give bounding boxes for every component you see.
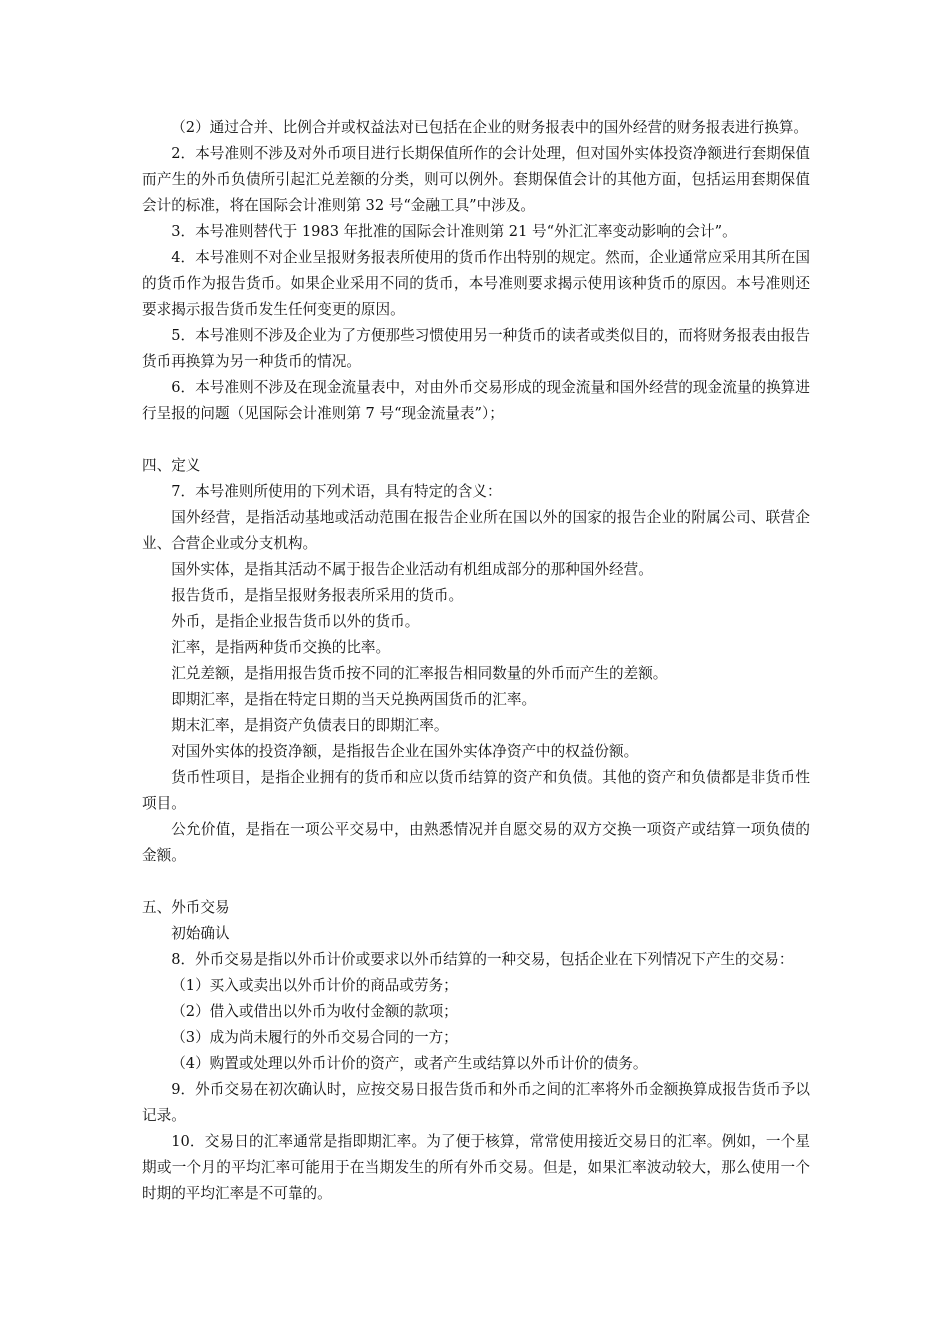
definition-fair-value: 公允价值，是指在一项公平交易中，由熟悉情况并自愿交易的双方交换一项资产或结算一项负债的金额。 [142, 821, 810, 864]
list-item: （1）买入或卖出以外币计价的商品或劳务； [171, 977, 458, 994]
section-spacer [142, 869, 810, 895]
definition-exchange-difference: 汇兑差额，是指用报告货币按不同的汇率报告相同数量的外币而产生的差额。 [171, 665, 668, 682]
paragraph-9: 9．外币交易在初次确认时，应按交易日报告货币和外币之间的汇率将外币金额换算成报告货币予以记录。 [142, 1081, 810, 1124]
paragraph-10: 10．交易日的汇率通常是指即期汇率。为了便于核算，常常使用接近交易日的汇率。例如，一个星期或一个月的平均汇率可能用于在当期发生的所有外币交易。但是，如果汇率波动较大，那么使用一个时期的平均汇率是不可靠的。 [142, 1133, 810, 1202]
definition-closing-rate: 期末汇率，是捐资产负债表日的即期汇率。 [171, 717, 449, 734]
paragraph-6: 6．本号准则不涉及在现金流量表中，对由外币交易形成的现金流量和国外经营的现金流量的换算进行呈报的问题（见国际会计准则第 7 号“现金流量表”）； [142, 379, 810, 422]
section-heading-definitions: 四、定义 [142, 457, 201, 474]
section-heading-transactions: 五、外币交易 [142, 899, 230, 916]
paragraph-4: 4．本号准则不对企业呈报财务报表所使用的货币作出特别的规定。然而，企业通常应采用其所在国的货币作为报告货币。如果企业采用不同的货币，本号准则要求揭示使用该种货币的原因。本号准则还要求揭示报告货币发生任何变更的原因。 [142, 249, 810, 318]
definition-net-investment: 对国外实体的投资净额，是指报告企业在国外实体净资产中的权益份额。 [171, 743, 639, 760]
list-item: （2）借入或借出以外币为收付金额的款项； [171, 1003, 458, 1020]
definition-reporting-currency: 报告货币，是指呈报财务报表所采用的货币。 [171, 587, 464, 604]
section-spacer [142, 427, 810, 453]
definition-foreign-entity: 国外实体，是指其活动不属于报告企业活动有机组成部分的那种国外经营。 [171, 561, 653, 578]
list-item: （4）购置或处理以外币计价的资产，或者产生或结算以外币计价的债务。 [171, 1055, 648, 1072]
document-page [142, 115, 810, 1207]
definition-exchange-rate: 汇率，是指两种货币交换的比率。 [171, 639, 391, 656]
definition-foreign-operation: 国外经营，是指活动基地或活动范围在报告企业所在国以外的国家的报告企业的附属公司、联营企业、合营企业或分支机构。 [142, 509, 810, 552]
paragraph-8: 8．外币交易是指以外币计价或要求以外币结算的一种交易，包括企业在下列情况下产生的交易： [171, 951, 794, 968]
definition-monetary-items: 货币性项目，是指企业拥有的货币和应以货币结算的资产和负债。其他的资产和负债都是非货币性项目。 [142, 769, 810, 812]
definition-spot-rate: 即期汇率，是指在特定日期的当天兑换两国货币的汇率。 [171, 691, 537, 708]
paragraph-item-2: （2）通过合并、比例合并或权益法对已包括在企业的财务报表中的国外经营的财务报表进行换算。 [171, 119, 809, 136]
definition-foreign-currency: 外币，是指企业报告货币以外的货币。 [171, 613, 420, 630]
paragraph-3: 3．本号准则替代于 1983 年批准的国际会计准则第 21 号“外汇汇率变动影响的会计”。 [171, 223, 737, 240]
paragraph-5: 5．本号准则不涉及企业为了方便那些习惯使用另一种货币的读者或类似目的，而将财务报表由报告货币再换算为另一种货币的情况。 [142, 327, 810, 370]
subheading-initial-recognition: 初始确认 [171, 925, 230, 942]
paragraph-7: 7．本号准则所使用的下列术语，具有特定的含义： [171, 483, 502, 500]
list-item: （3）成为尚未履行的外币交易合同的一方； [171, 1029, 458, 1046]
paragraph-2: 2．本号准则不涉及对外币项目进行长期保值所作的会计处理，但对国外实体投资净额进行套期保值而产生的外币负债所引起汇兑差额的分类，则可以例外。套期保值会计的其他方面，包括运用套期保值会计的标准，将在国际会计准则第 32 号“金融工具”中涉及。 [142, 145, 810, 214]
